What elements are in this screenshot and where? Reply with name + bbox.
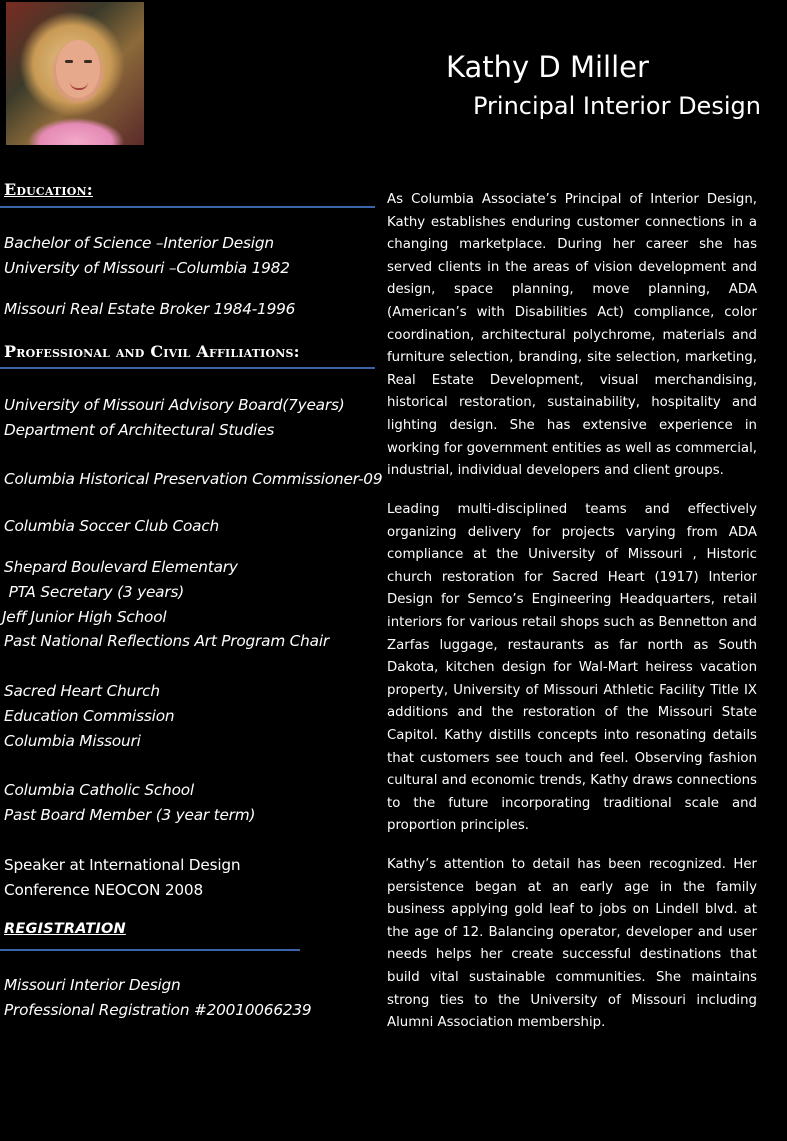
person-name: Kathy D Miller [446,50,649,84]
affiliation-line: Speaker at International Design [4,856,241,874]
registration-line: Professional Registration #20010066239 [4,1001,312,1019]
affiliation-line: Columbia Catholic School [4,781,194,799]
bio-paragraph: As Columbia Associate’s Principal of Interior Design, Kathy establishes enduring customer connections in a changing marketplace. During her career she has served clients in the areas of vision development and design, space planning, move planning, ADA (American’s with Disabilities Act) compliance, color coordination, architectural polychrome, materials and furniture selection, branding, site selection, marketing, Real Estate Development, visual merchandising, historical restoration, sustainability, hospitality and lighting design. She has extensive experience in working for government entities as well as commercial, industrial, individual developers and client groups. [387,192,757,479]
affiliation-line: Past National Reflections Art Program Chair [4,632,329,650]
affiliation-line: Shepard Boulevard Elementary [4,558,238,576]
education-line: Missouri Real Estate Broker 1984-1996 [4,300,296,318]
education-heading: Education: [4,180,93,199]
registration-rule [0,949,300,951]
affiliation-line: Sacred Heart Church [4,682,160,700]
affiliation-line: Jeff Junior High School [2,608,167,626]
right-eye [84,60,92,63]
registration-heading: REGISTRATION [4,921,126,937]
affiliation-line: Conference NEOCON 2008 [4,881,203,899]
affiliation-line: Columbia Missouri [4,732,141,750]
affiliation-line: Department of Architectural Studies [4,421,275,439]
bio-paragraph: Leading multi-disciplined teams and effectively organizing delivery for projects varying from ADA compliance at the University of Missouri , Historic church restoration for Sacred Heart (1917) Interior Design for Semco’s Engineering Headquarters, retail interiors for various retail shops such as Bennetton and Zarfas luggage, restaurants as far north as South Dakota, kitchen design for Wal-Mart heiress vacation property, University of Missouri Athletic Facility Title IX additions and the restoration of the Missouri State Capitol. Kathy distills concepts into resonating details that customers see touch and feel. Observing fashion cultural and economic trends, Kathy draws connections to the future incorporating traditional scale and proportion principles. [387,502,757,834]
affiliations-heading: Professional and Civil Affiliations: [4,342,300,361]
registration-line: Missouri Interior Design [4,976,181,994]
bio-paragraph: Kathy’s attention to detail has been recognized. Her persistence began at an early age in the family business applying gold leaf to jobs on Lindell blvd. at the age of 12. Balancing operator, developer and user needs helps her create successful destinations that build vital sustainable communities. She maintains strong ties to the University of Missouri including Alumni Association membership. [387,857,757,1031]
affiliation-line: University of Missouri Advisory Board(7years) [4,396,345,414]
left-eye [65,60,73,63]
education-line: Bachelor of Science –Interior Design [4,234,274,252]
affiliation-line: PTA Secretary (3 years) [4,583,184,601]
affiliations-rule [0,367,375,369]
education-line: University of Missouri –Columbia 1982 [4,259,290,277]
affiliation-line: Past Board Member (3 year term) [4,806,256,824]
profile-photo [6,2,144,145]
affiliation-line: Columbia Soccer Club Coach [4,517,220,535]
person-title: Principal Interior Design [473,92,761,120]
affiliation-line: Columbia Historical Preservation Commissioner-09 [4,470,383,488]
education-rule [0,206,375,208]
affiliation-line: Education Commission [4,707,175,725]
